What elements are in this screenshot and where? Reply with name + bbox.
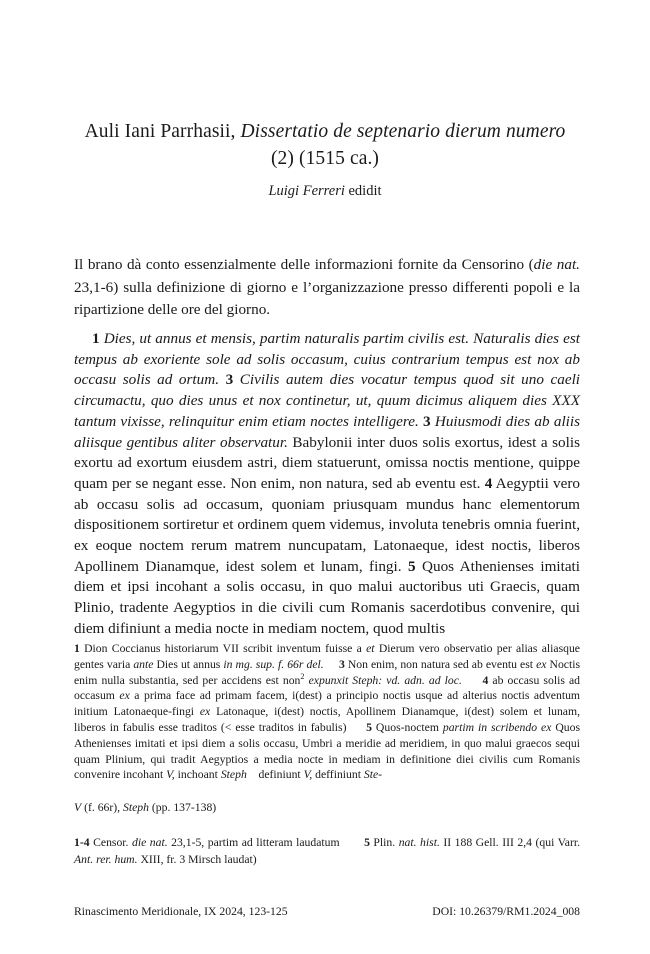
- sources-apparatus: [74, 835, 580, 868]
- apparatus-italic: in mg. sup. f. 66r del.: [223, 657, 324, 671]
- section-number: 3: [225, 371, 234, 389]
- apparatus-text: ab occasu solis ad occasum: [74, 673, 581, 703]
- apparatus-number: 3: [338, 657, 345, 671]
- apparatus-text: deffiniunt: [312, 768, 364, 782]
- source-italic: Ant. rer. hum.: [74, 852, 138, 866]
- apparatus-italic: Steph: [123, 801, 149, 814]
- intro-text-2: 23,1-6) sulla definizione di giorno e l’organizzazione presso differenti popoli e la ripartizione delle ore del giorno.: [74, 278, 580, 318]
- apparatus-italic: ex: [536, 657, 547, 671]
- apparatus-continuation: [74, 800, 580, 816]
- apparatus-italic: ex: [119, 689, 130, 703]
- apparatus-superscript: 2: [300, 671, 305, 681]
- apparatus-text: inchoant: [174, 768, 221, 782]
- editor-line: [60, 182, 590, 200]
- title-author: Auli Iani Parrhasii,: [84, 121, 241, 142]
- apparatus-text: definiunt: [255, 768, 304, 782]
- section-number: 4: [484, 474, 493, 492]
- apparatus-text: Non enim, non natura sed ab eventu est: [344, 657, 537, 671]
- source-italic: nat. hist.: [398, 836, 440, 849]
- apparatus-italic: ante: [133, 657, 154, 671]
- section-text: Babylonii inter duos solis exortus, idest a solis exortu ad exortum eiusdem astri, diem statuerunt, omissa noctis mentione, quippe quam per se negant esse. Non enim, non natura, sed ab eventu est.: [74, 433, 580, 492]
- apparatus-italic: et: [366, 642, 375, 655]
- doi-text: DOI: 10.26379/RM1.2024_008: [432, 905, 580, 918]
- editor-name: Luigi Ferreri: [268, 183, 345, 199]
- intro-ref: die nat.: [533, 256, 580, 273]
- source-text: Plin.: [369, 836, 399, 849]
- apparatus-text: Dies ut annus: [153, 657, 224, 671]
- apparatus-text: Quos Athenienses imitati et ipsi diem a solis occasu, Umbri a meridie ad meridiem, in quo malui graecos sequi quam Plinium, qui tradit Aegyptios a media nocte in mediam in definitione diei civilis cum Romanis convenire incohant: [74, 720, 581, 782]
- source-text: Censor.: [89, 836, 132, 849]
- section-number: 1: [92, 330, 100, 347]
- title-work: Dissertatio de septenario dierum numero: [240, 121, 566, 142]
- apparatus-number: 1: [74, 642, 80, 655]
- apparatus-italic: expunxit Steph: vd. adn. ad loc.: [308, 673, 462, 687]
- section-text: Huiusmodi dies ab aliis aliisque gentibus aliter observatur.: [74, 412, 581, 451]
- apparatus-text: a prima face ad primam facem, i(dest) a principio noctis usque ad alterius noctis adventum initium Latonaeque-fingi: [74, 689, 581, 719]
- source-number: 1-4: [74, 836, 90, 849]
- intro-paragraph: [74, 254, 580, 322]
- apparatus-italic: V,: [303, 768, 313, 782]
- apparatus-text: Dion Coccianus historiarum VII scribit inventum fuisse a: [79, 642, 367, 655]
- source-text: 23,1-5, partim ad litteram laudatum: [167, 836, 340, 849]
- apparatus-text: (pp. 137-138): [148, 801, 217, 814]
- section-number: 3: [423, 412, 431, 430]
- section-text: Dies, ut annus et mensis, partim naturalis partim civilis est. Naturalis dies est tempus ab exoriente sole ad solis occasum, cuius contrarium tempus est nox ab occasu solis ad ortum.: [74, 330, 581, 389]
- apparatus-text: Quos-noctem: [372, 720, 443, 734]
- apparatus-italic: Ste-: [363, 768, 383, 782]
- page-footer: [74, 904, 580, 919]
- intro-text-1: Il brano dà conto essenzialmente delle informazioni fornite da Censorino (: [74, 256, 534, 273]
- journal-citation: Rinascimento Meridionale, IX 2024, 123-125: [74, 905, 288, 918]
- section-text: Quos Athenienses imitati diem et ipsi incohant a solis occasu, in quo malui auctoribus uti Graecis, quam Plinio, tradente Aegyptios in die civili cum Romanis sacerdotibus convenire, qui diem difiniunt a media nocte in mediam noctem, quod multis: [74, 557, 580, 637]
- apparatus-text: (f. 66r),: [81, 801, 124, 814]
- apparatus-text: Dierum vero observatio per alias aliasque gentes varia: [74, 642, 580, 671]
- source-number: 5: [364, 836, 370, 849]
- title-date: (2) (1515 ca.): [270, 148, 380, 169]
- apparatus-number: 5: [366, 720, 372, 734]
- page-title: [60, 118, 590, 172]
- source-text: II 188 Gell. III 2,4 (qui Varr.: [439, 836, 581, 849]
- latin-text: [74, 329, 580, 640]
- editor-word: edidit: [344, 183, 382, 199]
- apparatus-italic: V,: [166, 768, 175, 782]
- apparatus-text: Latonaque, i(dest) noctis, Apollinem Dianamque, i(dest) solem et lunam, liberos in fabulis esse traditos (< esse traditos in fabulis): [74, 705, 580, 734]
- critical-apparatus: [74, 641, 580, 783]
- apparatus-italic: partim in scribendo ex: [442, 720, 552, 734]
- apparatus-italic: ex: [199, 705, 211, 719]
- apparatus-number: 4: [482, 673, 489, 687]
- apparatus-text: Noctis enim nulla substantia, sed per accidens est non: [74, 657, 581, 687]
- section-text: Civilis autem dies vocatur tempus quod sit uno caeli circumactu, quo dies unus et nox continetur, ut, quum dicimus aliquem dies XXX tantum vixisse, relinquitur enim etiam noctes intelligere.: [74, 371, 581, 430]
- section-text: Aegyptii vero ab occasu solis ad occasum, quoniam priusquam mundus hanc elementorum dispositionem sortiretur et ordinem quem videmus, involuta tenebris omnia fuerint, ex eoque noctem rerum matrem nuncupatam, Latonaeque, idest noctis, liberos Apollinem Dianamque, idest solem et lunam, fingi.: [74, 474, 581, 575]
- apparatus-italic: V: [74, 801, 82, 814]
- source-text: XIII, fr. 3 Mirsch laudat): [137, 852, 257, 866]
- section-number: 5: [407, 557, 416, 575]
- source-italic: die nat.: [131, 836, 168, 849]
- apparatus-italic: Steph: [220, 768, 247, 782]
